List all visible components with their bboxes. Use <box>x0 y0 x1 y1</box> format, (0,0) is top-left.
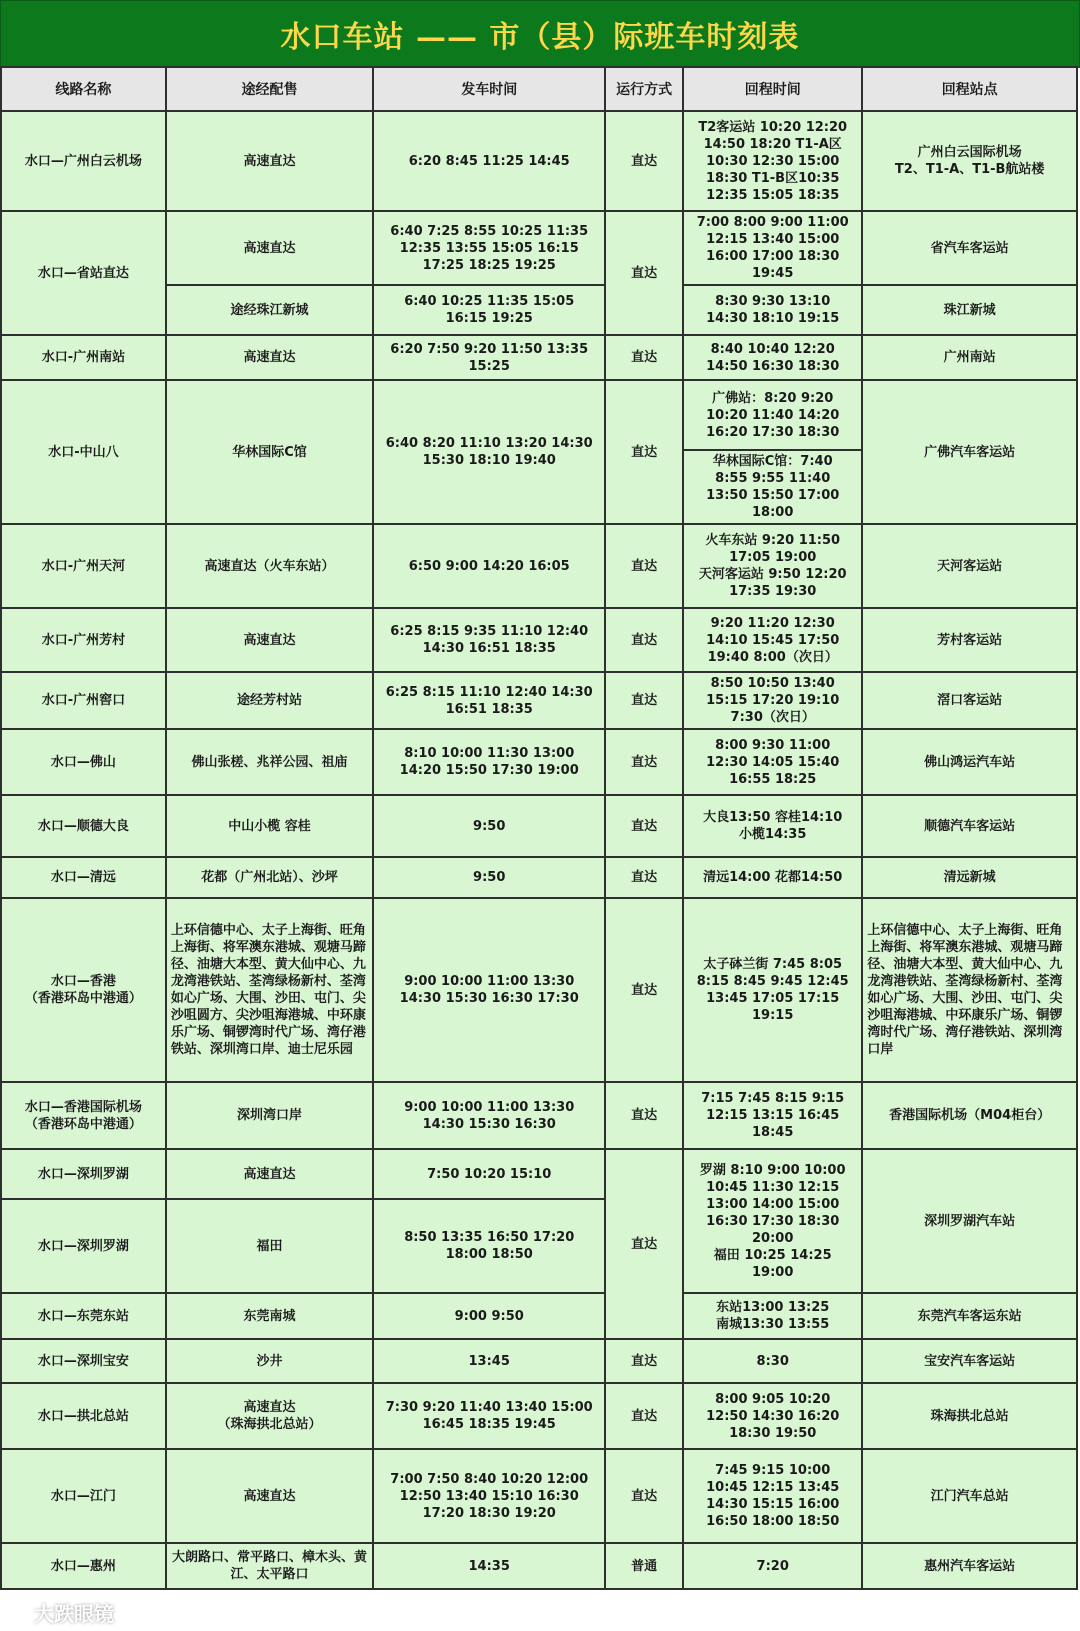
table-row <box>1 211 1077 285</box>
depart-times: 6:20 7:50 9:20 11:50 13:35 15:25 <box>373 335 605 380</box>
via: 中山小榄 容桂 <box>166 795 373 857</box>
via: 福田 <box>166 1199 373 1293</box>
table-row <box>1 1293 1077 1339</box>
return-stop: 上环信德中心、太子上海街、旺角上海街、将军澳东港城、观塘马蹄径、油塘大本型、黄大仙中心、九龙湾港铁站、荃湾绿杨新村、荃湾如心广场、大围、沙田、屯门、尖沙咀海港城、中环康乐广场、铜锣湾时代广场、湾仔港铁站、深圳湾口岸 <box>862 898 1077 1082</box>
table-row <box>1 111 1077 211</box>
return-stop: 东莞汽车客运东站 <box>862 1293 1077 1339</box>
return-stop: 珠海拱北总站 <box>862 1383 1077 1449</box>
return-times: 太子砵兰街 7:45 8:05 8:15 8:45 9:45 12:45 13:45 17:05 17:15 19:15 <box>683 898 862 1082</box>
return-stop: 深圳罗湖汽车站 <box>862 1149 1077 1293</box>
table-row <box>1 1149 1077 1199</box>
col-route-header: 线路名称 <box>1 67 166 111</box>
depart-times: 9:50 <box>373 795 605 857</box>
run-mode: 直达 <box>605 729 683 795</box>
return-times: 8:30 <box>683 1339 862 1383</box>
table-row <box>1 608 1077 672</box>
route-name: 水口—香港 （香港环岛中港通） <box>1 898 166 1082</box>
return-stop: 滘口客运站 <box>862 672 1077 729</box>
depart-times: 6:20 8:45 11:25 14:45 <box>373 111 605 211</box>
return-stop: 顺德汽车客运站 <box>862 795 1077 857</box>
return-stop: 佛山鸿运汽车站 <box>862 729 1077 795</box>
depart-times: 7:00 7:50 8:40 10:20 12:00 12:50 13:40 15:10 16:30 17:20 18:30 19:20 <box>373 1449 605 1543</box>
depart-times: 6:40 10:25 11:35 15:05 16:15 19:25 <box>373 285 605 335</box>
route-name: 水口—深圳罗湖 <box>1 1149 166 1199</box>
depart-times: 9:00 9:50 <box>373 1293 605 1339</box>
run-mode: 直达 <box>605 111 683 211</box>
return-times: 广佛站：8:20 9:20 10:20 11:40 14:20 16:20 17:30 18:30 <box>683 380 862 450</box>
via: 高速直达 （珠海拱北总站） <box>166 1383 373 1449</box>
via: 佛山张槎、兆祥公园、祖庙 <box>166 729 373 795</box>
return-stop: 芳村客运站 <box>862 608 1077 672</box>
timetable <box>0 66 1078 1590</box>
via: 东莞南城 <box>166 1293 373 1339</box>
return-stop: 省汽车客运站 <box>862 211 1077 285</box>
run-mode: 直达 <box>605 608 683 672</box>
route-name: 水口-广州窖口 <box>1 672 166 729</box>
via: 高速直达 <box>166 1449 373 1543</box>
return-stop: 天河客运站 <box>862 524 1077 608</box>
col-via-header: 途经配售 <box>166 67 373 111</box>
route-name: 水口—深圳宝安 <box>1 1339 166 1383</box>
table-row <box>1 898 1077 1082</box>
run-mode: 直达 <box>605 1383 683 1449</box>
via: 沙井 <box>166 1339 373 1383</box>
table-row <box>1 1383 1077 1449</box>
depart-times: 6:25 8:15 11:10 12:40 14:30 16:51 18:35 <box>373 672 605 729</box>
run-mode: 普通 <box>605 1543 683 1589</box>
page-title: 水口车站 —— 市（县）际班车时刻表 <box>0 0 1080 68</box>
run-mode: 直达 <box>605 898 683 1082</box>
return-times: 7:00 8:00 9:00 11:00 12:15 13:40 15:00 16:00 17:00 18:30 19:45 <box>683 211 862 285</box>
run-mode: 直达 <box>605 1449 683 1543</box>
via: 大朗路口、常平路口、樟木头、黄江、太平路口 <box>166 1543 373 1589</box>
depart-times: 8:50 13:35 16:50 17:20 18:00 18:50 <box>373 1199 605 1293</box>
table-row <box>1 672 1077 729</box>
return-times: 8:50 10:50 13:40 15:15 17:20 19:10 7:30（次日） <box>683 672 862 729</box>
return-times: 7:20 <box>683 1543 862 1589</box>
via: 深圳湾口岸 <box>166 1082 373 1149</box>
depart-times: 6:50 9:00 14:20 16:05 <box>373 524 605 608</box>
run-mode: 直达 <box>605 795 683 857</box>
col-stop-header: 回程站点 <box>862 67 1077 111</box>
via: 途经珠江新城 <box>166 285 373 335</box>
via: 高速直达 <box>166 335 373 380</box>
watermark-text: 大跌眼镜 <box>34 1601 114 1626</box>
col-mode-header: 运行方式 <box>605 67 683 111</box>
route-name: 水口-广州南站 <box>1 335 166 380</box>
run-mode: 直达 <box>605 1082 683 1149</box>
via: 高速直达 <box>166 608 373 672</box>
col-depart-header: 发车时间 <box>373 67 605 111</box>
via: 高速直达 <box>166 211 373 285</box>
route-name: 水口—香港国际机场 （香港环岛中港通） <box>1 1082 166 1149</box>
return-stop: 江门汽车总站 <box>862 1449 1077 1543</box>
return-stop: 清远新城 <box>862 857 1077 898</box>
depart-times: 14:35 <box>373 1543 605 1589</box>
return-times: 清远14:00 花都14:50 <box>683 857 862 898</box>
route-name: 水口—广州白云机场 <box>1 111 166 211</box>
return-stop: 广州白云国际机场 T2、T1-A、T1-B航站楼 <box>862 111 1077 211</box>
return-times: 火车东站 9:20 11:50 17:05 19:00 天河客运站 9:50 12:20 17:35 19:30 <box>683 524 862 608</box>
depart-times: 6:25 8:15 9:35 11:10 12:40 14:30 16:51 18:35 <box>373 608 605 672</box>
return-stop: 珠江新城 <box>862 285 1077 335</box>
via: 花都（广州北站）、沙坪 <box>166 857 373 898</box>
depart-times: 9:00 10:00 11:00 13:30 14:30 15:30 16:30 <box>373 1082 605 1149</box>
return-times: 9:20 11:20 12:30 14:10 15:45 17:50 19:40 8:00（次日） <box>683 608 862 672</box>
return-times: 8:30 9:30 13:10 14:30 18:10 19:15 <box>683 285 862 335</box>
return-stop: 广州南站 <box>862 335 1077 380</box>
table-row <box>1 1082 1077 1149</box>
run-mode: 直达 <box>605 380 683 524</box>
via: 高速直达 <box>166 1149 373 1199</box>
return-stop: 广佛汽车客运站 <box>862 380 1077 524</box>
via: 途经芳村站 <box>166 672 373 729</box>
depart-times: 13:45 <box>373 1339 605 1383</box>
depart-times: 7:30 9:20 11:40 13:40 15:00 16:45 18:35 19:45 <box>373 1383 605 1449</box>
run-mode: 直达 <box>605 857 683 898</box>
return-times: 华林国际C馆：7:40 8:55 9:55 11:40 13:50 15:50 17:00 18:00 <box>683 450 862 524</box>
depart-times: 9:50 <box>373 857 605 898</box>
via: 高速直达（火车东站） <box>166 524 373 608</box>
table-row <box>1 1543 1077 1589</box>
run-mode: 直达 <box>605 672 683 729</box>
route-name: 水口—惠州 <box>1 1543 166 1589</box>
col-return-header: 回程时间 <box>683 67 862 111</box>
watermark <box>4 1598 114 1626</box>
return-stop: 惠州汽车客运站 <box>862 1543 1077 1589</box>
via: 高速直达 <box>166 111 373 211</box>
return-times: 7:45 9:15 10:00 10:45 12:15 13:45 14:30 15:15 16:00 16:50 18:00 18:50 <box>683 1449 862 1543</box>
depart-times: 6:40 7:25 8:55 10:25 11:35 12:35 13:55 15:05 16:15 17:25 18:25 19:25 <box>373 211 605 285</box>
route-name: 水口-广州天河 <box>1 524 166 608</box>
route-name: 水口—佛山 <box>1 729 166 795</box>
table-row <box>1 729 1077 795</box>
return-times: 8:40 10:40 12:20 14:50 16:30 18:30 <box>683 335 862 380</box>
route-name: 水口-广州芳村 <box>1 608 166 672</box>
camera-icon <box>4 1600 28 1624</box>
run-mode: 直达 <box>605 335 683 380</box>
run-mode: 直达 <box>605 211 683 335</box>
depart-times: 9:00 10:00 11:00 13:30 14:30 15:30 16:30 17:30 <box>373 898 605 1082</box>
return-times: 8:00 9:05 10:20 12:50 14:30 16:20 18:30 19:50 <box>683 1383 862 1449</box>
table-row <box>1 524 1077 608</box>
return-times: 东站13:00 13:25 南城13:30 13:55 <box>683 1293 862 1339</box>
return-times: 8:00 9:30 11:00 12:30 14:05 15:40 16:55 18:25 <box>683 729 862 795</box>
table-row <box>1 380 1077 450</box>
return-times: 大良13:50 容桂14:10 小榄14:35 <box>683 795 862 857</box>
route-name: 水口—拱北总站 <box>1 1383 166 1449</box>
depart-times: 6:40 8:20 11:10 13:20 14:30 15:30 18:10 19:40 <box>373 380 605 524</box>
table-row <box>1 1449 1077 1543</box>
table-row <box>1 335 1077 380</box>
header-row <box>1 67 1077 111</box>
return-times: 7:15 7:45 8:15 9:15 12:15 13:15 16:45 18:45 <box>683 1082 862 1149</box>
return-times: T2客运站 10:20 12:20 14:50 18:20 T1-A区 10:30 12:30 15:00 18:30 T1-B区10:35 12:35 15:05 18:35 <box>683 111 862 211</box>
depart-times: 8:10 10:00 11:30 13:00 14:20 15:50 17:30 19:00 <box>373 729 605 795</box>
route-name: 水口—江门 <box>1 1449 166 1543</box>
route-name: 水口-中山八 <box>1 380 166 524</box>
route-name: 水口—省站直达 <box>1 211 166 335</box>
run-mode: 直达 <box>605 1149 683 1339</box>
route-name: 水口—深圳罗湖 <box>1 1199 166 1293</box>
return-stop: 宝安汽车客运站 <box>862 1339 1077 1383</box>
table-row <box>1 795 1077 857</box>
run-mode: 直达 <box>605 1339 683 1383</box>
route-name: 水口—东莞东站 <box>1 1293 166 1339</box>
via: 华林国际C馆 <box>166 380 373 524</box>
route-name: 水口—清远 <box>1 857 166 898</box>
return-stop: 香港国际机场（M04柜台） <box>862 1082 1077 1149</box>
table-row <box>1 857 1077 898</box>
route-name: 水口—顺德大良 <box>1 795 166 857</box>
table-row <box>1 1339 1077 1383</box>
via: 上环信德中心、太子上海街、旺角上海街、将军澳东港城、观塘马蹄径、油塘大本型、黄大仙中心、九龙湾港铁站、荃湾绿杨新村、荃湾如心广场、大围、沙田、屯门、尖沙咀圆方、尖沙咀海港城、中环康乐广场、铜锣湾时代广场、湾仔港铁站、深圳湾口岸、迪士尼乐园 <box>166 898 373 1082</box>
run-mode: 直达 <box>605 524 683 608</box>
depart-times: 7:50 10:20 15:10 <box>373 1149 605 1199</box>
return-times: 罗湖 8:10 9:00 10:00 10:45 11:30 12:15 13:00 14:00 15:00 16:30 17:30 18:30 20:00 福田 10:25 14:25 19:00 <box>683 1149 862 1293</box>
